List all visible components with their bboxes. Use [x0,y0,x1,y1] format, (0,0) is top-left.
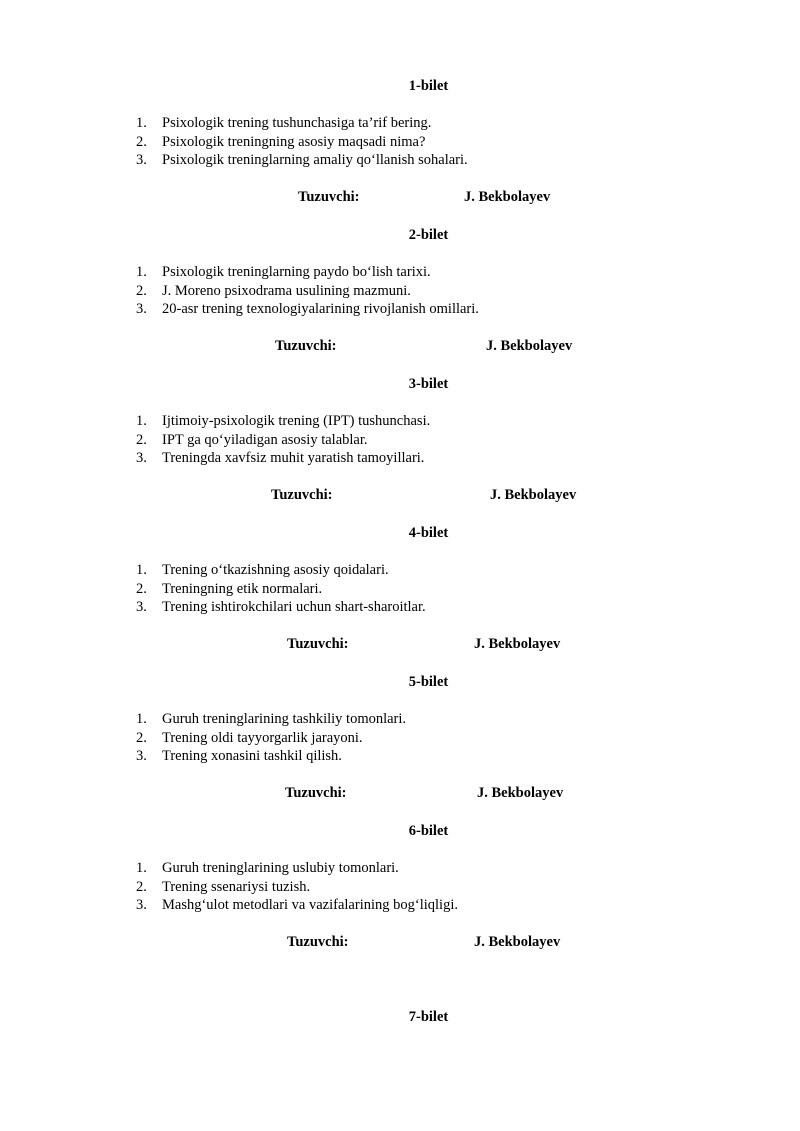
author-line [271,487,577,504]
question-list [136,412,430,468]
question-number: 2. [136,282,147,299]
question-number: 1. [136,562,147,578]
question-number: 2. [136,580,147,597]
author-label: Tuzuvchi: [287,934,349,950]
question-number: 1. [136,115,147,131]
question-text: Treningda xavfsiz muhit yaratish tamoyillari. [162,450,425,467]
author-name: J. Bekbolayev [486,338,573,354]
author-label: Tuzuvchi: [285,785,347,801]
question-number: 3. [136,748,147,765]
question-item [136,412,430,431]
question-number: 2. [136,133,147,150]
author-name: J. Bekbolayev [474,934,561,950]
question-item [136,859,458,878]
ticket-title: 5-bilet [408,674,449,690]
question-text: Ijtimoiy-psixologik trening (IPT) tushunchasi. [162,413,431,429]
question-text: Mashg‘ulot metodlari va vazifalarining bog‘liqligi. [162,897,458,914]
question-number: 1. [136,860,147,876]
question-text: Guruh treninglarining uslubiy tomonlari. [162,860,399,876]
question-text: IPT ga qo‘yiladigan asosiy talablar. [162,431,368,448]
author-name: J. Bekbolayev [464,189,551,205]
question-item [136,263,479,282]
question-list [136,859,458,915]
question-list [136,114,468,170]
question-number: 1. [136,413,147,429]
author-label: Tuzuvchi: [275,338,337,354]
question-number: 3. [136,450,147,467]
question-item [136,729,406,748]
question-text: Trening ishtirokchilari uchun shart-sharoitlar. [162,599,426,616]
question-list [136,263,479,319]
question-number: 1. [136,711,147,727]
question-text: Psixologik trening tushunchasiga ta’rif bering. [162,115,432,131]
question-text: Trening ssenariysi tuzish. [162,878,311,895]
question-text: Trening oldi tayyorgarlik jarayoni. [162,729,363,746]
ticket-title: 4-bilet [408,525,449,541]
question-item [136,431,430,450]
author-line [285,785,564,802]
ticket-title: 3-bilet [408,376,449,392]
question-number: 3. [136,599,147,616]
ticket-title: 2-bilet [408,227,449,243]
question-text: Psixologik treninglarning amaliy qo‘llanish sohalari. [162,152,468,169]
author-line [287,636,561,653]
question-text: J. Moreno psixodrama usulining mazmuni. [162,282,411,299]
author-name: J. Bekbolayev [474,636,561,652]
question-number: 2. [136,729,147,746]
question-number: 1. [136,264,147,280]
author-line [275,338,573,355]
question-item [136,710,406,729]
question-item [136,580,426,599]
question-item [136,133,468,152]
question-item [136,598,426,617]
question-list [136,561,426,617]
ticket-title: 6-bilet [408,823,449,839]
question-text: Trening o‘tkazishning asosiy qoidalari. [162,562,389,578]
question-item [136,747,406,766]
author-name: J. Bekbolayev [490,487,577,503]
question-text: Trening xonasini tashkil qilish. [162,748,342,765]
question-number: 3. [136,301,147,318]
question-item [136,449,430,468]
question-text: Psixologik treningning asosiy maqsadi nima? [162,133,426,150]
question-number: 2. [136,431,147,448]
question-number: 2. [136,878,147,895]
author-line [287,934,561,951]
question-text: Psixologik treninglarning paydo bo‘lish tarixi. [162,264,431,280]
author-label: Tuzuvchi: [298,189,360,205]
question-item [136,151,468,170]
question-item [136,114,468,133]
author-label: Tuzuvchi: [287,636,349,652]
author-line [298,189,551,206]
question-item [136,561,426,580]
question-text: Treningning etik normalari. [162,580,323,597]
author-name: J. Bekbolayev [477,785,564,801]
question-item [136,300,479,319]
author-label: Tuzuvchi: [271,487,333,503]
ticket-title: 1-bilet [408,78,449,94]
question-number: 3. [136,897,147,914]
question-item [136,878,458,897]
question-item [136,282,479,301]
question-number: 3. [136,152,147,169]
question-item [136,896,458,915]
question-text: Guruh treninglarining tashkiliy tomonlari. [162,711,407,727]
ticket-title: 7-bilet [408,1009,449,1025]
question-list [136,710,406,766]
question-text: 20-asr trening texnologiyalarining rivojlanish omillari. [162,301,479,318]
